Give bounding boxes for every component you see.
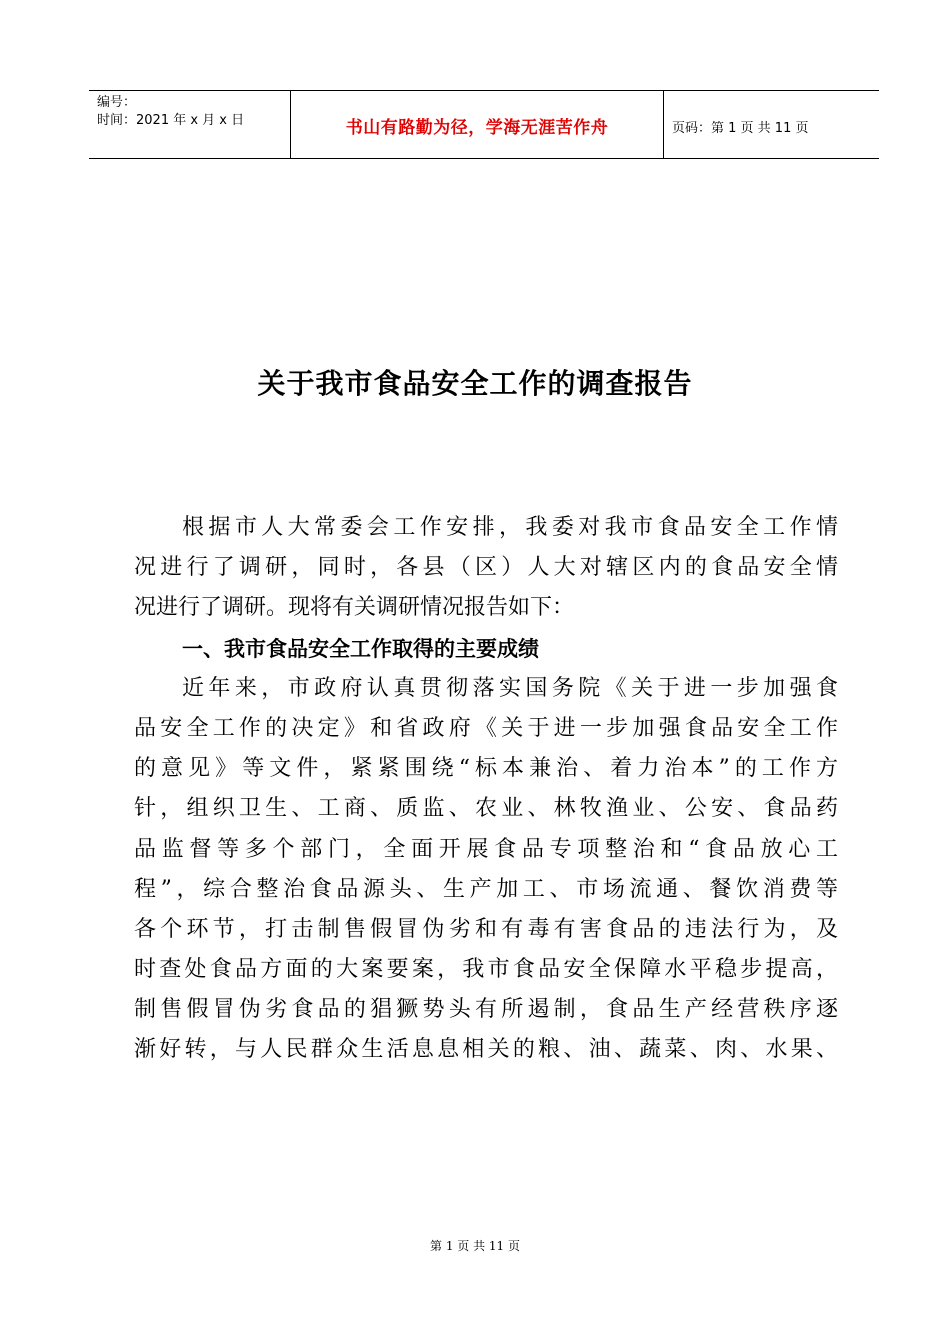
header-page-code: 页码：第 1 页 共 11 页 [672, 121, 809, 136]
document-title: 关于我市食品安全工作的调查报告 [257, 367, 693, 400]
paragraph-line: 时查处食品方面的大案要案，我市食品安全保障水平稳步提高， [134, 957, 838, 983]
header-motto-cell [291, 91, 664, 158]
paragraph-line: 况进行了调研，同时，各县（区）人大对辖区内的食品安全情 [134, 555, 838, 581]
page-header [89, 90, 879, 159]
paragraph-line: 的意见》等文件，紧紧围绕“标本兼治、着力治本”的工作方 [134, 756, 838, 782]
header-motto: 书山有路勤为径，学海无涯苦作舟 [345, 118, 609, 138]
paragraph-line: 品监督等多个部门，全面开展食品专项整治和“食品放心工 [134, 836, 838, 862]
paragraph-line: 况进行了调研。现将有关调研情况报告如下： [134, 595, 575, 621]
paragraph-line: 各个环节，打击制售假冒伪劣和有毒有害食品的违法行为，及 [134, 916, 838, 942]
paragraph-line: 品安全工作的决定》和省政府《关于进一步加强食品安全工作 [134, 715, 838, 741]
paragraph-line: 制售假冒伪劣食品的猖獗势头有所遏制，食品生产经营秩序逐 [134, 997, 838, 1023]
paragraph-line: 近年来，市政府认真贯彻落实国务院《关于进一步加强食 [182, 675, 838, 701]
document-body [134, 508, 838, 1071]
paragraph-line: 程”，综合整治食品源头、生产加工、市场流通、餐饮消费等 [134, 876, 838, 902]
document-number-label: 编号： [97, 95, 137, 110]
paragraph-line: 根据市人大常委会工作安排，我委对我市食品安全工作情 [182, 515, 838, 540]
header-info-cell [89, 91, 291, 158]
document-time-label: 时间：2021 年 x 月 x 日 [97, 113, 245, 128]
paragraph-line: 渐好转，与人民群众生活息息相关的粮、油、蔬菜、肉、水果、 [134, 1037, 838, 1063]
header-page-cell [664, 91, 879, 158]
section-heading: 一、我市食品安全工作取得的主要成绩 [182, 636, 539, 661]
page-footer: 第 1 页 共 11 页 [430, 1239, 520, 1253]
paragraph-line: 针，组织卫生、工商、质监、农业、林牧渔业、公安、食品药 [134, 796, 838, 822]
